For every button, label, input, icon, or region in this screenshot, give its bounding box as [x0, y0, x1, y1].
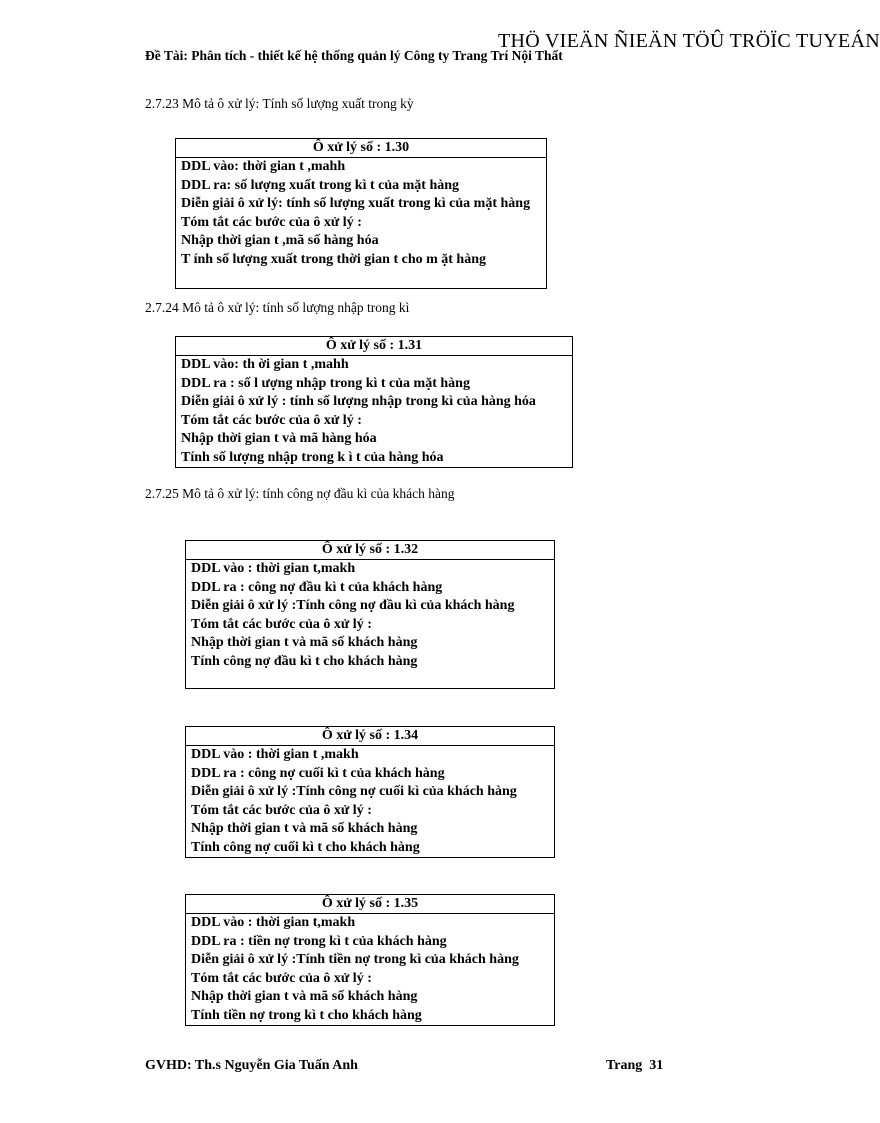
box-line-description: Diễn giải ô xử lý : tính số lượng nhập trong kì của hàng hóa [181, 394, 536, 409]
box-line-steps-heading: Tóm tắt các bước của ô xử lý : [191, 802, 372, 818]
process-box-1-35 [185, 894, 555, 1026]
box-line-steps-heading: Tóm tắt các bước của ô xử lý : [191, 970, 372, 986]
process-box-title: Ô xử lý số : 1.30 [176, 139, 546, 158]
box-line-output: DDL ra : số l ượng nhập trong kì t của mặt hàng [181, 375, 470, 391]
box-line-steps-heading: Tóm tắt các bước của ô xử lý : [181, 412, 362, 428]
box-line-step-1: Nhập thời gian t và mã số khách hàng [191, 989, 418, 1004]
box-line-input: DDL vào : thời gian t ,makh [191, 747, 359, 762]
section-heading-2-7-23: 2.7.23 Mô tả ô xử lý: Tính số lượng xuất trong kỳ [145, 96, 414, 111]
box-line-description: Diễn giải ô xử lý :Tính công nợ đầu kì của khách hàng [191, 598, 515, 613]
footer-page-number: Trang 31 [606, 1058, 664, 1073]
section-heading-2-7-24: 2.7.24 Mô tả ô xử lý: tính số lượng nhập trong kì [145, 300, 410, 315]
process-box-title: Ô xử lý số : 1.34 [186, 727, 554, 746]
process-box-title: Ô xử lý số : 1.32 [186, 541, 554, 560]
page-header: Đề Tài: Phân tích - thiết kế hệ thống quản lý Công ty Trang Trí Nội Thất [145, 48, 563, 63]
box-line-step-1: Nhập thời gian t và mã số khách hàng [191, 635, 418, 650]
box-line-input: DDL vào: th ời gian t ,mahh [181, 357, 349, 372]
section-heading-2-7-25: 2.7.25 Mô tả ô xử lý: tính công nợ đầu kì của khách hàng [145, 486, 455, 501]
box-line-input: DDL vào: thời gian t ,mahh [181, 159, 346, 174]
process-box-1-34 [185, 726, 555, 858]
box-line-output: DDL ra : công nợ đầu kì t của khách hàng [191, 579, 443, 595]
box-line-input: DDL vào : thời gian t,makh [191, 561, 356, 576]
process-box-1-32 [185, 540, 555, 689]
footer-advisor: GVHD: Th.s Nguyễn Gia Tuấn Anh [145, 1058, 358, 1073]
box-line-step-1: Nhập thời gian t ,mã số hàng hóa [181, 233, 379, 248]
box-line-input: DDL vào : thời gian t,makh [191, 915, 356, 930]
process-box-title: Ô xử lý số : 1.31 [176, 337, 572, 356]
box-line-output: DDL ra : tiền nợ trong kì t của khách hàng [191, 933, 447, 949]
box-line-step-2: Tính tiền nợ trong kì t cho khách hàng [191, 1007, 422, 1023]
box-line-output: DDL ra: số lượng xuất trong kì t của mặt hàng [181, 177, 460, 193]
process-box-1-30 [175, 138, 547, 289]
box-line-description: Diễn giải ô xử lý :Tính công nợ cuối kì của khách hàng [191, 784, 517, 799]
box-line-step-1: Nhập thời gian t và mã hàng hóa [181, 431, 377, 446]
watermark-text: THÖ VIEÄN ÑIEÄN TÖÛ TRÖÏC TUYEÁN [498, 30, 880, 52]
box-line-step-2: T ính số lượng xuất trong thời gian t cho m ặt hàng [181, 251, 487, 267]
box-line-step-1: Nhập thời gian t và mã số khách hàng [191, 821, 418, 836]
process-box-1-31 [175, 336, 573, 468]
box-line-output: DDL ra : công nợ cuối kì t của khách hàng [191, 765, 445, 781]
box-line-step-2: Tính công nợ cuối kì t cho khách hàng [191, 839, 420, 855]
box-line-step-2: Tính công nợ đầu kì t cho khách hàng [191, 653, 418, 669]
box-line-description: Diễn giải ô xử lý: tính số lượng xuất trong kì của mặt hàng [181, 196, 531, 211]
box-line-step-2: Tính số lượng nhập trong k ì t của hàng hóa [181, 449, 444, 465]
box-line-steps-heading: Tóm tắt các bước của ô xử lý : [191, 616, 372, 632]
box-line-description: Diễn giải ô xử lý :Tính tiền nợ trong kì của khách hàng [191, 952, 519, 967]
box-line-steps-heading: Tóm tắt các bước của ô xử lý : [181, 214, 362, 230]
process-box-title: Ô xử lý số : 1.35 [186, 895, 554, 914]
